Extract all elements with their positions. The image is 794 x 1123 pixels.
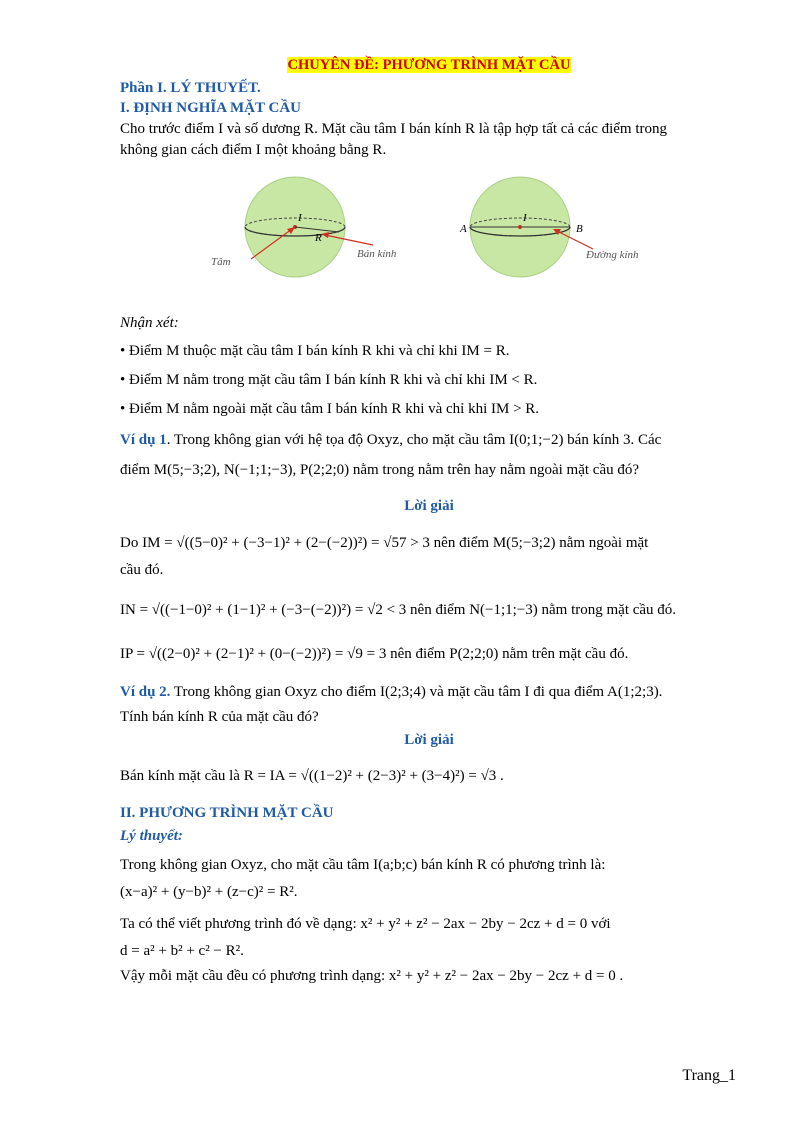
part-heading: Phần I. LÝ THUYẾT. bbox=[120, 80, 261, 96]
label-bankinh: Bán kính bbox=[357, 248, 397, 260]
definition-line-1: Cho trước điểm I và số dương R. Mặt cầu tâm I bán kính R là tập hợp tất cả các điểm trong bbox=[120, 121, 668, 137]
example-1-text-1: . Trong không gian với hệ tọa độ Oxyz, cho mặt cầu tâm I(0;1;−2) bán kính 3. Các bbox=[166, 432, 662, 448]
equation-line-3: Ta có thể viết phương trình đó về dạng: x² + y² + z² − 2ax − 2by − 2cz + d = 0 với bbox=[120, 916, 611, 932]
solution-heading-2 bbox=[120, 730, 738, 750]
solution-1-line-b: cầu đó. bbox=[120, 562, 164, 578]
example-2-text-1: Trong không gian Oxyz cho điểm I(2;3;4) và mặt cầu tâm I đi qua điểm A(1;2;3). bbox=[170, 684, 663, 700]
sphere-illustration bbox=[203, 165, 673, 295]
right-center-label: I bbox=[523, 212, 527, 224]
remark-bullet-2: • Điểm M nằm trong mặt cầu tâm I bán kính R khi và chỉ khi IM < R. bbox=[120, 372, 538, 388]
sphere-figure bbox=[203, 165, 673, 295]
page-number: Trang_1 bbox=[682, 1067, 736, 1084]
equation-line-1: Trong không gian Oxyz, cho mặt cầu tâm I(a;b;c) bán kính R có phương trình là: bbox=[120, 857, 606, 873]
remark-heading: Nhận xét: bbox=[120, 315, 179, 331]
example-2-line-1 bbox=[120, 682, 738, 702]
equation-line-5: Vậy mỗi mặt cầu đều có phương trình dạng: x² + y² + z² − 2ax − 2by − 2cz + d = 0 . bbox=[120, 968, 624, 984]
theory-heading: Lý thuyết: bbox=[120, 828, 183, 844]
example-2-line-2: Tính bán kính R của mặt cầu đó? bbox=[120, 709, 319, 725]
right-point-a-label: A bbox=[460, 223, 467, 235]
example-1-line-1 bbox=[120, 430, 738, 450]
solution-1-line-d: IP = √((2−0)² + (2−1)² + (0−(−2))²) = √9 = 3 nên điểm P(2;2;0) nằm trên mặt cầu đó. bbox=[120, 646, 629, 662]
solution-1-line-c: IN = √((−1−0)² + (1−1)² + (−3−(−2))²) = √2 < 3 nên điểm N(−1;1;−3) nằm trong mặt cầu đó. bbox=[120, 602, 677, 618]
example-1-line-2: điểm M(5;−3;2), N(−1;1;−3), P(2;2;0) nằm trong nằm trên hay nằm ngoài mặt cầu đó? bbox=[120, 462, 640, 478]
equation-line-2: (x−a)² + (y−b)² + (z−c)² = R². bbox=[120, 884, 298, 900]
example-2-label: Ví dụ 2. bbox=[120, 684, 171, 700]
equation-line-4: d = a² + b² + c² − R². bbox=[120, 943, 244, 959]
right-sphere bbox=[459, 177, 639, 277]
document-title: CHUYÊN ĐỀ: PHƯƠNG TRÌNH MẶT CẦU bbox=[287, 57, 571, 73]
solution-1-line-a: Do IM = √((5−0)² + (−3−1)² + (2−(−2))²) = √57 > 3 nên điểm M(5;−3;2) nằm ngoài mặt bbox=[120, 535, 649, 551]
solution-heading-1: Lời giải bbox=[404, 498, 454, 514]
label-tam: Tâm bbox=[211, 256, 231, 268]
label-duongkinh: Đường kính bbox=[586, 249, 639, 261]
section-heading-2: II. PHƯƠNG TRÌNH MẶT CẦU bbox=[120, 805, 334, 821]
remark-bullet-3: • Điểm M nằm ngoài mặt cầu tâm I bán kính R khi và chỉ khi IM > R. bbox=[120, 401, 540, 417]
example-1-label: Ví dụ 1 bbox=[120, 432, 167, 448]
left-center-label: I bbox=[298, 212, 302, 224]
definition-line-2: không gian cách điểm I một khoảng bằng R. bbox=[120, 142, 387, 158]
remark-bullet-1: • Điểm M thuộc mặt cầu tâm I bán kính R khi và chỉ khi IM = R. bbox=[120, 343, 510, 359]
solution-2-line: Bán kính mặt cầu là R = IA = √((1−2)² + (2−3)² + (3−4)²) = √3 . bbox=[120, 768, 504, 784]
right-point-b-label: B bbox=[576, 223, 583, 235]
title-block bbox=[120, 57, 738, 74]
solution-heading-2-text: Lời giải bbox=[404, 732, 454, 748]
section-heading-1: I. ĐỊNH NGHĨA MẶT CẦU bbox=[120, 100, 301, 116]
left-sphere bbox=[211, 177, 397, 277]
left-radius-label: R bbox=[315, 232, 322, 244]
